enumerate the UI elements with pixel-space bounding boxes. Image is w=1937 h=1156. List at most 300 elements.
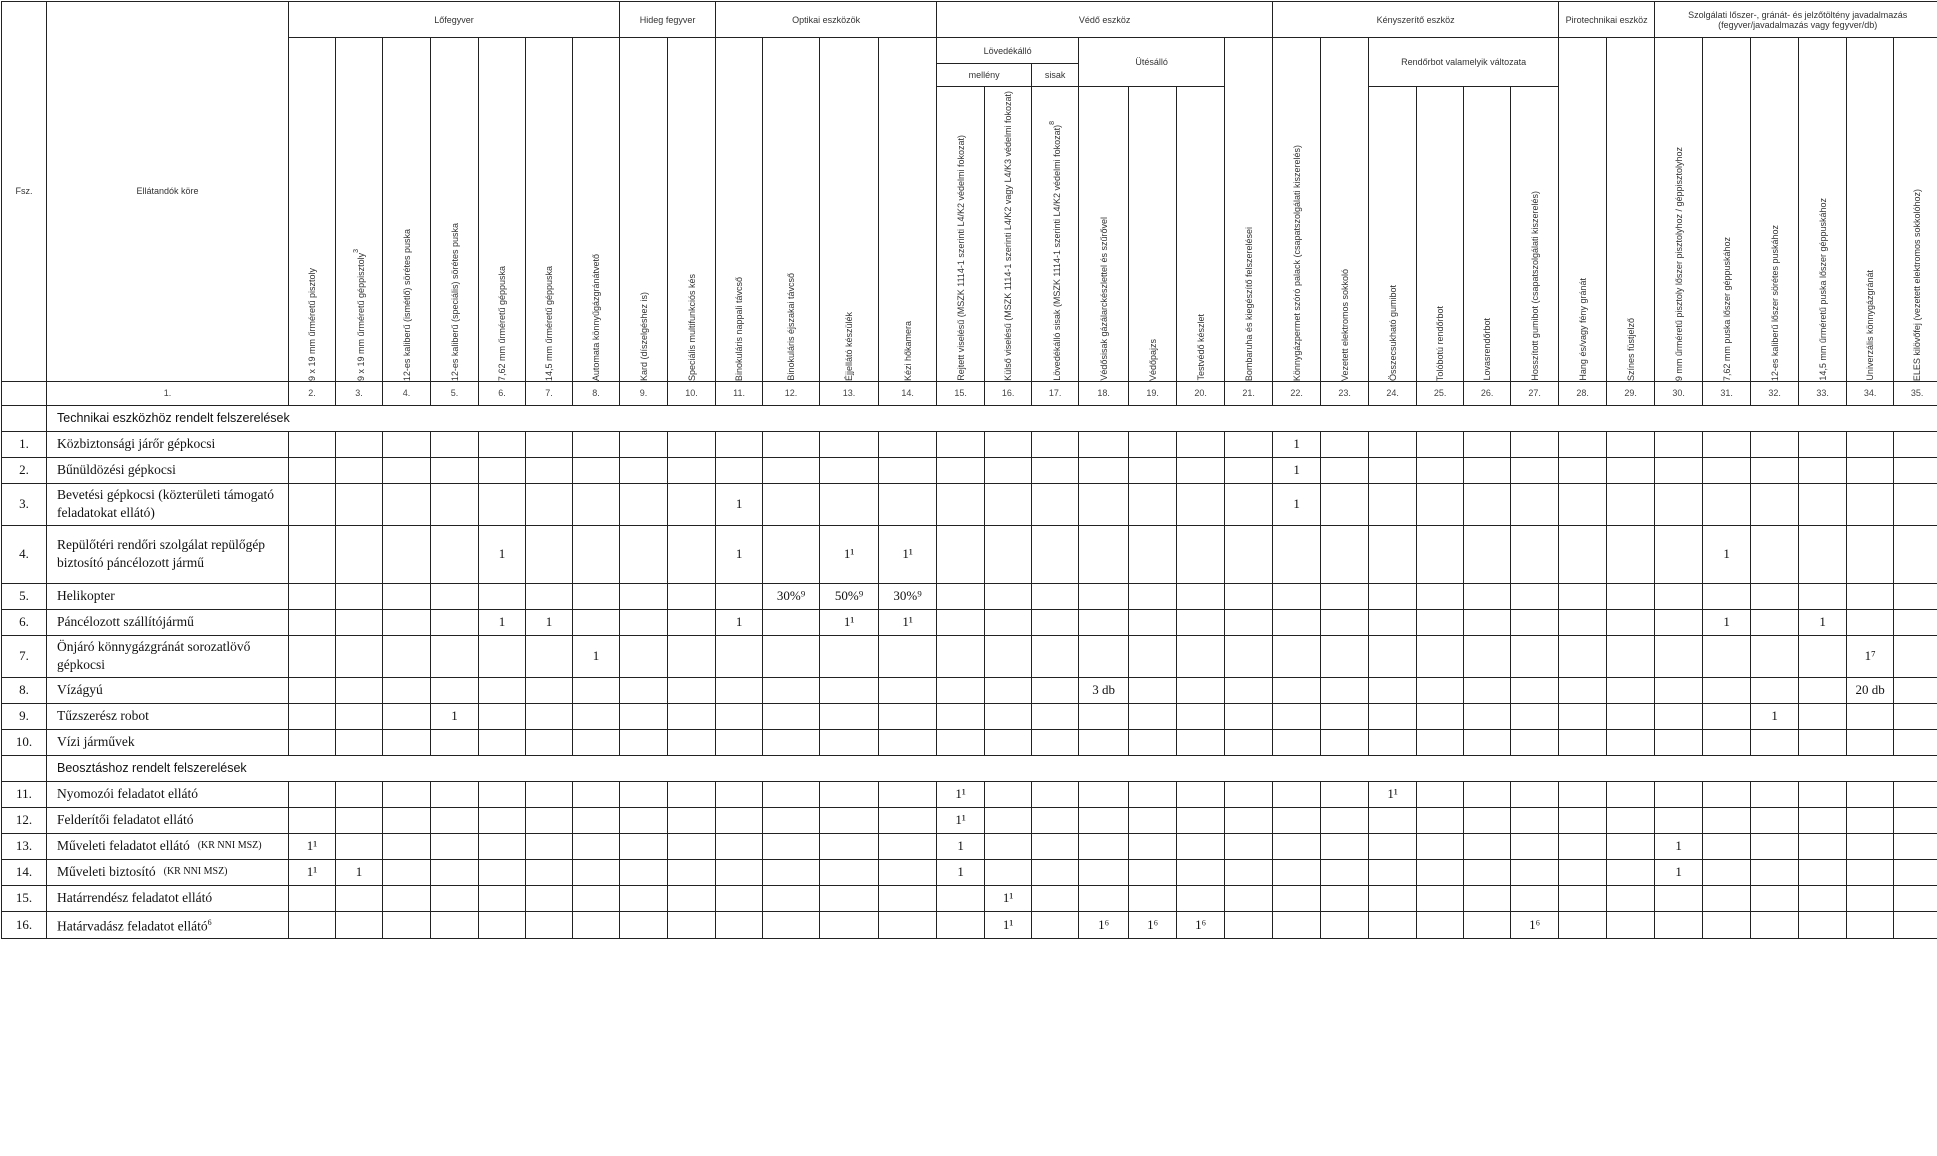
column-number: 13.	[820, 381, 879, 405]
data-cell	[1129, 781, 1177, 807]
row-name-cell	[47, 833, 289, 859]
data-cell	[1032, 807, 1079, 833]
data-cell	[1369, 833, 1417, 859]
data-cell	[1894, 911, 1937, 938]
data-cell	[1464, 431, 1511, 457]
data-cell	[1273, 833, 1321, 859]
data-cell	[1559, 583, 1607, 609]
data-cell	[985, 583, 1032, 609]
column-number: 8.	[573, 381, 620, 405]
data-cell	[336, 833, 383, 859]
data-cell	[1129, 885, 1177, 911]
data-cell	[763, 457, 820, 483]
data-cell	[1464, 833, 1511, 859]
column-number: 4.	[383, 381, 431, 405]
data-cell	[383, 525, 431, 583]
row-name-cell	[47, 807, 289, 833]
data-cell	[1703, 729, 1751, 755]
data-cell	[1177, 781, 1225, 807]
column-label: 9 x 19 mm űrméretű géppisztoly	[356, 253, 366, 381]
data-cell	[1847, 859, 1894, 885]
data-cell	[1032, 677, 1079, 703]
data-cell	[1703, 833, 1751, 859]
row-number: 15.	[2, 885, 47, 911]
data-cell	[1177, 807, 1225, 833]
row-name-cell	[47, 431, 289, 457]
row-name: Tűzszerész robot	[57, 708, 149, 723]
data-cell: 1	[431, 703, 479, 729]
group-szolgalati: Szolgálati lőszer-, gránát- és jelzőtöltény javadalmazás (fegyver/javadalmazás vagy fegyver/db)	[1655, 2, 1937, 38]
data-cell	[1321, 635, 1369, 677]
data-cell	[1511, 833, 1559, 859]
data-cell: 1¹	[985, 911, 1032, 938]
data-cell	[383, 885, 431, 911]
data-cell	[985, 781, 1032, 807]
data-cell	[1703, 911, 1751, 938]
column-number: 10.	[668, 381, 716, 405]
data-cell	[1321, 677, 1369, 703]
row-name-cell	[47, 609, 289, 635]
row-name-cell	[47, 911, 289, 938]
data-cell	[716, 703, 763, 729]
column-label: 7,62 mm űrméretű géppuska	[497, 266, 507, 381]
data-cell	[1177, 635, 1225, 677]
data-cell	[1607, 807, 1655, 833]
data-cell	[1847, 431, 1894, 457]
data-cell: 1	[479, 525, 526, 583]
column-header-5	[431, 38, 479, 382]
data-cell	[985, 677, 1032, 703]
data-cell	[526, 911, 573, 938]
data-cell	[1177, 833, 1225, 859]
data-cell	[620, 583, 668, 609]
column-number: 25.	[1417, 381, 1464, 405]
column-header-9	[620, 38, 668, 382]
sub-sisak: sisak	[1032, 64, 1079, 87]
data-cell: 1	[716, 525, 763, 583]
data-cell: 1	[1273, 483, 1321, 525]
data-cell	[1417, 833, 1464, 859]
row-name: Vízi járművek	[57, 734, 135, 749]
data-cell	[1129, 677, 1177, 703]
data-cell	[1511, 483, 1559, 525]
data-cell	[879, 885, 937, 911]
row-number: 8.	[2, 677, 47, 703]
data-cell	[1894, 457, 1937, 483]
column-number: 28.	[1559, 381, 1607, 405]
data-cell	[1559, 911, 1607, 938]
data-cell	[668, 729, 716, 755]
data-cell	[479, 677, 526, 703]
data-cell	[431, 583, 479, 609]
column-number: 31.	[1703, 381, 1751, 405]
data-cell	[1751, 483, 1799, 525]
column-label: Hosszított gumibot (csapatszolgálati kiszerelés)	[1530, 191, 1540, 381]
section-title: Beosztáshoz rendelt felszerelések	[47, 755, 1937, 781]
data-cell	[289, 677, 336, 703]
row-name-cell	[47, 525, 289, 583]
data-cell	[1417, 635, 1464, 677]
data-cell	[1703, 807, 1751, 833]
column-label: Könnygázpermet szóró palack (csapatszolgálati kiszerelés)	[1292, 145, 1302, 381]
data-cell	[716, 833, 763, 859]
data-cell	[431, 457, 479, 483]
data-cell	[1177, 483, 1225, 525]
data-cell	[1799, 635, 1847, 677]
data-cell	[573, 859, 620, 885]
section-blank	[2, 755, 47, 781]
row-number: 1.	[2, 431, 47, 457]
data-cell	[1894, 583, 1937, 609]
data-cell	[820, 703, 879, 729]
data-cell	[1417, 703, 1464, 729]
data-cell	[1894, 483, 1937, 525]
data-cell	[1032, 635, 1079, 677]
data-cell	[1177, 609, 1225, 635]
data-cell	[1177, 729, 1225, 755]
data-cell	[820, 781, 879, 807]
column-number: 23.	[1321, 381, 1369, 405]
data-cell	[985, 807, 1032, 833]
data-cell: 1	[336, 859, 383, 885]
column-header-20	[1177, 87, 1225, 382]
data-cell	[1799, 859, 1847, 885]
column-label: Védőpajzs	[1148, 339, 1158, 381]
data-cell	[479, 911, 526, 938]
column-label: Éjjellátó készülék	[844, 312, 854, 381]
data-cell	[820, 729, 879, 755]
column-header-22	[1273, 38, 1321, 382]
data-cell	[985, 703, 1032, 729]
data-cell	[336, 911, 383, 938]
data-cell	[289, 807, 336, 833]
data-cell	[479, 781, 526, 807]
data-cell	[526, 635, 573, 677]
column-label: 12-es kaliberű (speciális) sörétes puska	[450, 223, 460, 381]
data-cell	[1607, 583, 1655, 609]
column-header-3	[336, 38, 383, 382]
data-cell	[526, 431, 573, 457]
data-cell	[383, 833, 431, 859]
data-cell	[526, 677, 573, 703]
data-cell	[1511, 635, 1559, 677]
data-cell	[937, 525, 985, 583]
data-cell	[1559, 885, 1607, 911]
data-cell	[1273, 583, 1321, 609]
data-cell	[668, 677, 716, 703]
column-number: 5.	[431, 381, 479, 405]
group-vedo: Védő eszköz	[937, 2, 1273, 38]
column-header-28	[1559, 38, 1607, 382]
data-cell	[1464, 807, 1511, 833]
data-cell	[985, 635, 1032, 677]
data-cell	[526, 483, 573, 525]
data-cell	[431, 677, 479, 703]
data-cell	[1129, 525, 1177, 583]
column-header-26	[1464, 87, 1511, 382]
column-number: 24.	[1369, 381, 1417, 405]
column-label: 9 mm űrméretű pisztoly lőszer pisztolyhoz / géppisztolyhoz	[1674, 147, 1684, 381]
data-cell	[526, 729, 573, 755]
data-cell	[336, 635, 383, 677]
data-cell	[1655, 483, 1703, 525]
data-cell	[526, 525, 573, 583]
data-cell	[1607, 457, 1655, 483]
data-cell	[1032, 781, 1079, 807]
data-cell	[1799, 911, 1847, 938]
data-cell	[1177, 431, 1225, 457]
data-cell	[526, 859, 573, 885]
column-header-35	[1894, 38, 1937, 382]
data-cell	[716, 807, 763, 833]
data-cell	[1799, 729, 1847, 755]
row-tag: (KR NNI MSZ)	[198, 840, 262, 851]
row-name: Közbiztonsági járőr gépkocsi	[57, 436, 215, 451]
table-row	[2, 729, 1937, 755]
group-hideg: Hideg fegyver	[620, 2, 716, 38]
data-cell	[383, 729, 431, 755]
data-cell	[820, 677, 879, 703]
column-number: 3.	[336, 381, 383, 405]
row-number: 5.	[2, 583, 47, 609]
data-cell	[1417, 885, 1464, 911]
data-cell	[985, 729, 1032, 755]
data-cell	[1464, 885, 1511, 911]
data-cell	[1894, 859, 1937, 885]
data-cell	[763, 885, 820, 911]
data-cell	[620, 859, 668, 885]
data-cell	[289, 911, 336, 938]
data-cell	[668, 885, 716, 911]
data-cell	[1847, 781, 1894, 807]
data-cell: 1	[1703, 525, 1751, 583]
data-cell: 30%⁹	[763, 583, 820, 609]
data-cell	[1225, 911, 1273, 938]
data-cell	[526, 457, 573, 483]
row-name: Bűnüldözési gépkocsi	[57, 462, 176, 477]
data-cell	[1511, 583, 1559, 609]
data-cell	[431, 807, 479, 833]
table-row	[2, 807, 1937, 833]
data-cell	[1079, 781, 1129, 807]
data-cell	[937, 729, 985, 755]
data-cell: 1	[1799, 609, 1847, 635]
data-cell	[431, 431, 479, 457]
data-cell	[336, 729, 383, 755]
data-cell	[1607, 729, 1655, 755]
data-cell	[1321, 781, 1369, 807]
data-cell	[1369, 729, 1417, 755]
data-cell	[668, 635, 716, 677]
column-header-33	[1799, 38, 1847, 382]
data-cell	[573, 885, 620, 911]
data-cell	[937, 483, 985, 525]
column-header-30	[1655, 38, 1703, 382]
data-cell	[1847, 729, 1894, 755]
group-kenyszerito: Kényszerítő eszköz	[1273, 2, 1559, 38]
data-cell	[668, 583, 716, 609]
data-cell	[1464, 483, 1511, 525]
data-cell	[431, 635, 479, 677]
data-cell	[1369, 885, 1417, 911]
data-cell	[431, 609, 479, 635]
column-number: 9.	[620, 381, 668, 405]
data-cell	[1847, 483, 1894, 525]
data-cell	[1511, 859, 1559, 885]
data-cell	[820, 859, 879, 885]
row-name-cell	[47, 859, 289, 885]
data-cell	[1559, 609, 1607, 635]
data-cell	[620, 677, 668, 703]
data-cell	[573, 781, 620, 807]
data-cell	[1129, 431, 1177, 457]
data-cell: 3 db	[1079, 677, 1129, 703]
data-cell	[1799, 885, 1847, 911]
data-cell	[668, 483, 716, 525]
row-name-cell	[47, 677, 289, 703]
data-cell	[1177, 525, 1225, 583]
data-cell	[620, 885, 668, 911]
data-cell	[1032, 609, 1079, 635]
data-cell	[1129, 859, 1177, 885]
data-cell	[1607, 635, 1655, 677]
data-cell	[820, 635, 879, 677]
data-cell	[1032, 911, 1079, 938]
data-cell	[1032, 859, 1079, 885]
data-cell	[1032, 583, 1079, 609]
data-cell	[668, 457, 716, 483]
column-label: Színes füstjelző	[1626, 318, 1636, 381]
data-cell: 1¹	[985, 885, 1032, 911]
data-cell	[1369, 609, 1417, 635]
column-header-17	[1032, 87, 1079, 382]
data-cell	[1559, 483, 1607, 525]
group-optikai: Optikai eszközök	[716, 2, 937, 38]
column-label: Automata könnyűgázgránátvető	[591, 254, 601, 381]
data-cell	[716, 729, 763, 755]
data-cell	[431, 483, 479, 525]
data-cell: 1	[716, 609, 763, 635]
data-cell	[289, 457, 336, 483]
column-header-19	[1129, 87, 1177, 382]
data-cell	[1703, 635, 1751, 677]
column-header-25	[1417, 87, 1464, 382]
data-cell	[383, 483, 431, 525]
data-cell	[1225, 859, 1273, 885]
data-cell	[668, 525, 716, 583]
data-cell	[1655, 431, 1703, 457]
sub-rendorbot: Rendőrbot valamelyik változata	[1369, 38, 1559, 87]
data-cell	[1655, 807, 1703, 833]
data-cell	[289, 885, 336, 911]
data-cell	[573, 483, 620, 525]
table-row	[2, 583, 1937, 609]
data-cell	[1607, 781, 1655, 807]
row-name: Repülőtéri rendőri szolgálat repülőgép biztosító páncélozott jármű	[57, 537, 265, 570]
row-name: Határvadász feladatot ellátó	[57, 919, 208, 934]
column-label: Tolóbotú rendőrbot	[1435, 306, 1445, 381]
data-cell	[1894, 781, 1937, 807]
data-cell	[1847, 583, 1894, 609]
data-cell	[1369, 457, 1417, 483]
data-cell	[1751, 677, 1799, 703]
data-cell: 1⁶	[1511, 911, 1559, 938]
data-cell	[383, 911, 431, 938]
data-cell	[1417, 677, 1464, 703]
data-cell	[1079, 703, 1129, 729]
data-cell: 30%⁹	[879, 583, 937, 609]
data-cell	[1032, 431, 1079, 457]
data-cell	[716, 911, 763, 938]
data-cell	[1464, 525, 1511, 583]
data-cell: 1¹	[1369, 781, 1417, 807]
data-cell	[1751, 911, 1799, 938]
row-number: 10.	[2, 729, 47, 755]
data-cell: 1	[1751, 703, 1799, 729]
data-cell	[1273, 781, 1321, 807]
column-header-21	[1225, 38, 1273, 382]
data-cell	[1079, 525, 1129, 583]
row-name: Bevetési gépkocsi (közterületi támogató feladatokat ellátó)	[57, 487, 274, 520]
data-cell	[1129, 635, 1177, 677]
data-cell	[620, 729, 668, 755]
column-label: Kézi hőkamera	[903, 321, 913, 381]
column-number: 18.	[1079, 381, 1129, 405]
data-cell	[1273, 635, 1321, 677]
data-cell	[763, 677, 820, 703]
data-cell	[1129, 483, 1177, 525]
data-cell	[1225, 677, 1273, 703]
data-cell	[668, 833, 716, 859]
data-cell	[1799, 525, 1847, 583]
equipment-table	[1, 1, 1937, 939]
data-cell	[1847, 911, 1894, 938]
data-cell	[1079, 807, 1129, 833]
column-number: 17.	[1032, 381, 1079, 405]
row-number: 12.	[2, 807, 47, 833]
column-number: 35.	[1894, 381, 1937, 405]
table-row	[2, 525, 1937, 583]
data-cell	[620, 833, 668, 859]
data-cell	[1417, 457, 1464, 483]
data-cell	[716, 635, 763, 677]
data-cell	[1225, 609, 1273, 635]
row-name-cell	[47, 885, 289, 911]
data-cell	[573, 525, 620, 583]
column-label: Univerzális könnygázgránát	[1865, 270, 1875, 381]
data-cell	[1703, 859, 1751, 885]
data-cell	[1177, 859, 1225, 885]
data-cell	[668, 859, 716, 885]
data-cell	[1225, 483, 1273, 525]
data-cell	[1751, 583, 1799, 609]
data-cell	[763, 483, 820, 525]
data-cell	[573, 457, 620, 483]
data-cell	[1894, 729, 1937, 755]
data-cell	[1225, 833, 1273, 859]
data-cell: 50%⁹	[820, 583, 879, 609]
data-cell	[1225, 781, 1273, 807]
data-cell	[479, 431, 526, 457]
data-cell	[1751, 431, 1799, 457]
data-cell	[1894, 703, 1937, 729]
column-header-14	[879, 38, 937, 382]
row-number: 6.	[2, 609, 47, 635]
data-cell	[1464, 859, 1511, 885]
data-cell	[1032, 483, 1079, 525]
data-cell	[1511, 703, 1559, 729]
data-cell	[1607, 609, 1655, 635]
